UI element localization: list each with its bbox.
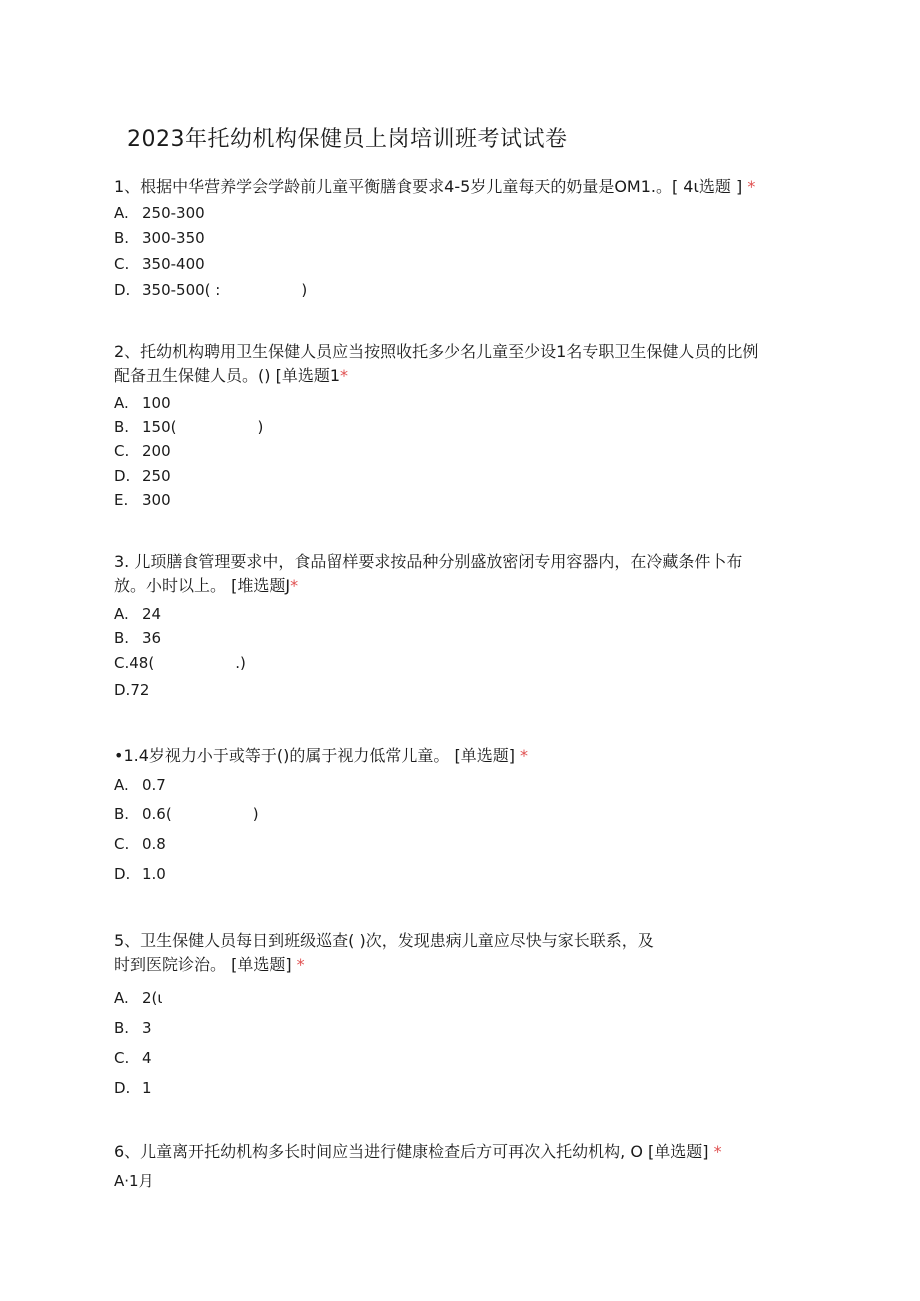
question-2-line-2: 配备丑生保健人员。() [单选题1: [114, 366, 340, 385]
q3-option-c[interactable]: C.48( .): [114, 654, 246, 672]
q1-option-a[interactable]: A. 250-300: [114, 204, 205, 222]
q2-option-a[interactable]: A. 100: [114, 394, 171, 412]
question-4: [114, 744, 804, 768]
question-1: [114, 175, 804, 199]
question-1-text: 1、根据中华营养学会学龄前儿童平衡膳食要求4-5岁儿童每天的奶量是OM1.。[ 4ι选题 ]: [114, 177, 743, 196]
q2-option-b[interactable]: B. 150( ): [114, 418, 264, 436]
required-star: *: [520, 746, 529, 765]
question-5: [114, 929, 804, 977]
q3-option-d[interactable]: D.72: [114, 681, 150, 699]
q6-option-a[interactable]: A·1月: [114, 1172, 154, 1190]
q4-option-c[interactable]: C. 0.8: [114, 835, 166, 853]
question-5-line-1: 5、卫生保健人员每日到班级巡查( )次，发现患病儿童应尽快与家长联系，及: [114, 931, 654, 950]
question-2: [114, 340, 804, 388]
q5-option-d[interactable]: D. 1: [114, 1079, 152, 1097]
q1-option-b[interactable]: B. 300-350: [114, 229, 205, 247]
required-star: *: [747, 177, 756, 196]
q4-option-a[interactable]: A. 0.7: [114, 776, 166, 794]
required-star: *: [713, 1142, 722, 1161]
question-3-line-1: 3. 儿顼膳食管理要求中，食品留样要求按品种分别盛放密闭专用容器内，在冷藏条件卜布: [114, 552, 743, 571]
q5-option-c[interactable]: C. 4: [114, 1049, 152, 1067]
q5-option-a[interactable]: A. 2(ι: [114, 989, 163, 1007]
question-6-text: 6、儿童离开托幼机构多长时间应当进行健康检查后方可再次入托幼机构, O [单选题]: [114, 1142, 714, 1161]
q2-option-c[interactable]: C. 200: [114, 442, 171, 460]
required-star: *: [340, 366, 348, 385]
q4-option-d[interactable]: D. 1.0: [114, 865, 166, 883]
q4-option-b[interactable]: B. 0.6( ): [114, 805, 259, 823]
q1-option-d[interactable]: D. 350-500( : ): [114, 281, 308, 299]
q5-option-b[interactable]: B. 3: [114, 1019, 152, 1037]
question-4-text: •1.4岁视力小于或等于()的属于视力低常儿童。 [单选题]: [114, 746, 521, 765]
question-3: [114, 550, 804, 598]
q3-option-a[interactable]: A. 24: [114, 605, 162, 623]
question-3-line-2: 放。小时以上。 [堆选题J: [114, 576, 291, 595]
required-star: *: [296, 955, 305, 974]
q1-option-c[interactable]: C. 350-400: [114, 255, 205, 273]
question-6: [114, 1140, 804, 1164]
question-2-line-1: 2、托幼机构聘用卫生保健人员应当按照收托多少名儿童至少设1名专职卫生保健人员的比例: [114, 342, 759, 361]
q3-option-b[interactable]: B. 36: [114, 629, 162, 647]
page-title: 2023年托幼机构保健员上岗培训班考试试卷: [127, 127, 568, 152]
q2-option-e[interactable]: E. 300: [114, 491, 171, 509]
q2-option-d[interactable]: D. 250: [114, 467, 171, 485]
question-5-line-2: 时到医院诊治。 [单选题]: [114, 955, 297, 974]
required-star: *: [290, 576, 299, 595]
